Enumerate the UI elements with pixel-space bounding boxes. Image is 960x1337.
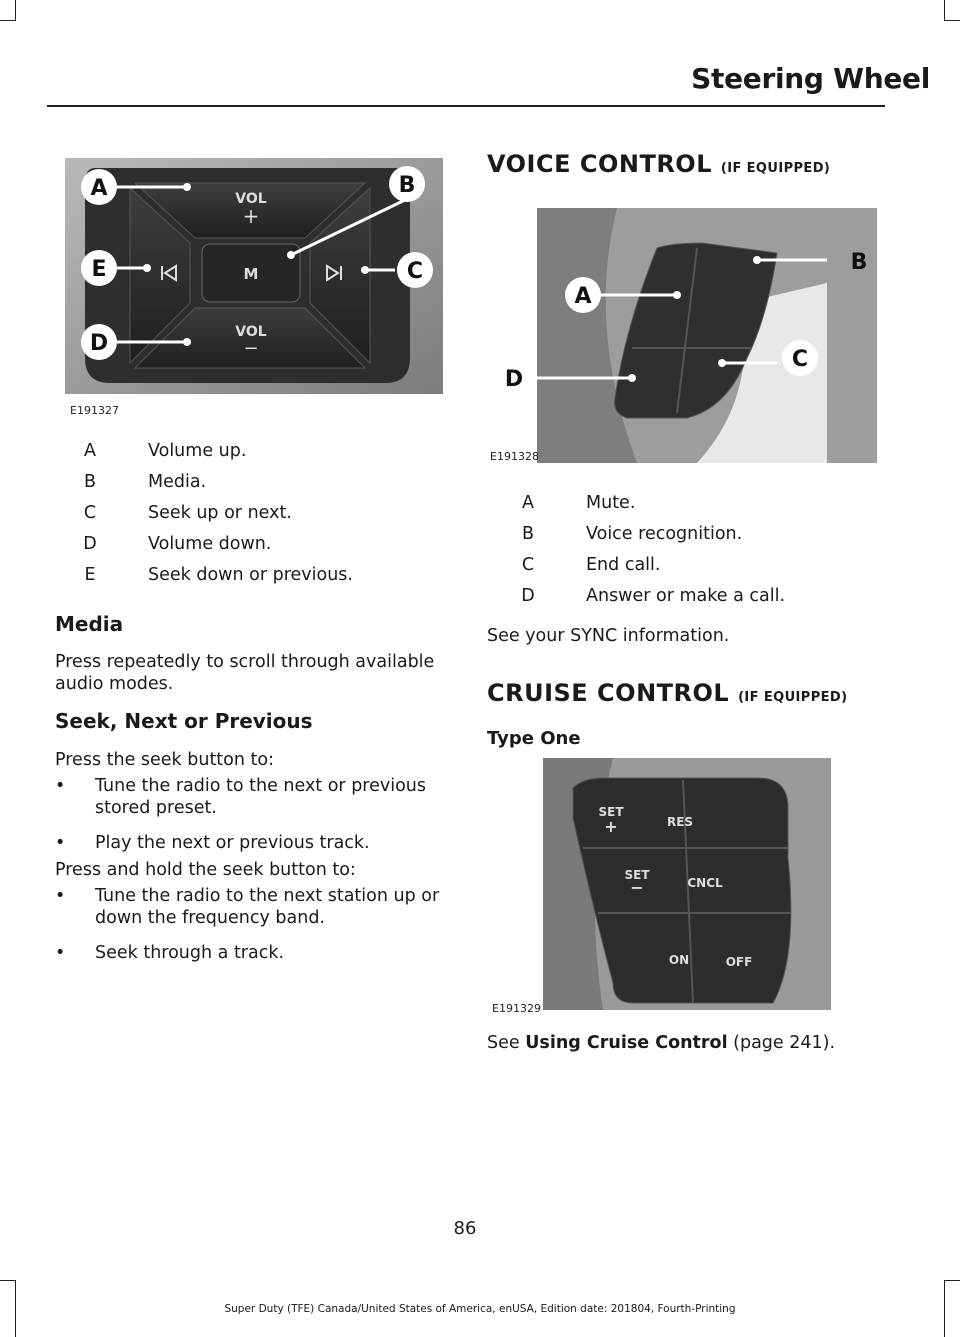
voice-legend <box>508 493 785 617</box>
callout-b: B <box>398 173 416 198</box>
on-label: ON <box>668 953 690 967</box>
legend-row <box>70 534 353 565</box>
res-label: RES <box>666 815 694 829</box>
legend-letter: E <box>84 565 96 585</box>
callout-d: D <box>89 331 109 356</box>
header-rule <box>47 105 885 107</box>
cruise-see-prefix: See <box>487 1033 526 1053</box>
bullet-text: Tune the radio to the next or previous stored preset. <box>95 776 427 818</box>
legend-row <box>70 503 353 534</box>
set-minus-label: SET <box>624 868 650 882</box>
seek-bullets <box>55 775 455 867</box>
legend-letter: B <box>83 472 96 492</box>
seek-hold-bullets <box>55 885 455 977</box>
set-minus-sign: − <box>630 878 644 897</box>
bullet-item: • Play the next or previous track. <box>55 832 455 854</box>
crop-mark-top-right-v <box>944 0 945 20</box>
seek-heading: Seek, Next or Previous <box>55 709 313 733</box>
m-button-label: M <box>243 265 259 283</box>
legend-desc: Volume up. <box>148 441 247 461</box>
legend-row <box>70 441 353 472</box>
legend-desc: Seek down or previous. <box>148 565 353 585</box>
set-plus-sign: + <box>604 817 618 836</box>
cruise-title-qualifier: (IF EQUIPPED) <box>738 690 848 705</box>
legend-desc: Media. <box>148 472 207 492</box>
voice-control-title <box>487 150 830 178</box>
bullet-item: • Tune the radio to the next or previous stored preset. <box>55 775 455 819</box>
callout-b: B <box>850 250 868 275</box>
vol-down-label: VOL <box>235 324 267 340</box>
off-label: OFF <box>725 955 753 969</box>
figure-media-controls <box>65 158 443 394</box>
callout-c: C <box>406 259 424 284</box>
media-heading: Media <box>55 612 124 636</box>
legend-row <box>508 586 785 617</box>
cruise-control-title <box>487 679 847 707</box>
page-footer: Super Duty (TFE) Canada/United States of America, enUSA, Edition date: 201804, Fourth-Printing <box>224 1303 736 1315</box>
legend-desc: Mute. <box>586 493 636 513</box>
figure-voice-controls <box>497 208 877 463</box>
vol-up-plus: + <box>242 204 260 228</box>
cruise-see-text <box>487 1032 907 1054</box>
crop-mark-top-left-v <box>15 0 16 20</box>
legend-letter: D <box>521 586 535 606</box>
cruise-controls-illustration <box>543 758 831 1010</box>
page-number: 86 <box>453 1218 477 1239</box>
set-plus-label: SET <box>598 805 624 819</box>
crop-mark-bottom-right-h <box>944 1280 960 1281</box>
voice-title-qualifier: (IF EQUIPPED) <box>720 161 831 176</box>
figure-code: E191327 <box>70 404 119 417</box>
legend-row <box>508 493 785 524</box>
cruise-see-suffix: (page 241). <box>727 1033 836 1053</box>
bullet-text: Play the next or previous track. <box>95 833 370 853</box>
callout-d: D <box>504 367 524 392</box>
legend-desc: Voice recognition. <box>586 524 743 544</box>
legend-desc: End call. <box>586 555 661 575</box>
cruise-title-text: CRUISE CONTROL <box>487 679 730 707</box>
legend-letter: A <box>522 493 534 513</box>
page-header-title: Steering Wheel <box>691 62 930 95</box>
crop-mark-top-left-h <box>0 20 16 21</box>
cruise-subheading: Type One <box>487 728 581 749</box>
legend-letter: A <box>84 441 96 461</box>
legend-letter: C <box>521 555 535 575</box>
cncl-label: CNCL <box>687 876 723 890</box>
voice-see-text: See your SYNC information. <box>487 626 730 646</box>
voice-controls-illustration <box>497 208 877 463</box>
seek-intro: Press the seek button to: <box>55 750 274 770</box>
media-legend <box>70 441 353 596</box>
crop-mark-bottom-left-h <box>0 1280 16 1281</box>
legend-row <box>508 524 785 555</box>
bullet-item: • Seek through a track. <box>55 942 455 964</box>
legend-letter: B <box>521 524 534 544</box>
legend-desc: Seek up or next. <box>148 503 292 523</box>
figure-code: E191328 <box>490 450 539 463</box>
vol-up-label: VOL <box>235 191 267 207</box>
seek-hold-intro: Press and hold the seek button to: <box>55 860 356 880</box>
media-controls-illustration <box>65 158 443 394</box>
bullet-text: Tune the radio to the next station up or down the frequency band. <box>95 886 440 928</box>
legend-row <box>70 472 353 503</box>
legend-desc: Volume down. <box>148 534 272 554</box>
callout-a: A <box>574 284 592 309</box>
callout-e: E <box>91 257 107 282</box>
legend-desc: Answer or make a call. <box>586 586 786 606</box>
bullet-item: • Tune the radio to the next station up or down the frequency band. <box>55 885 455 929</box>
crop-mark-top-right-h <box>944 20 960 21</box>
figure-cruise-controls <box>543 758 831 1010</box>
figure-code: E191329 <box>492 1002 541 1015</box>
cruise-see-link[interactable]: Using Cruise Control <box>525 1033 728 1053</box>
legend-row <box>70 565 353 596</box>
bullet-text: Seek through a track. <box>95 943 285 963</box>
media-text: Press repeatedly to scroll through available audio modes. <box>55 652 435 694</box>
legend-letter: C <box>83 503 97 523</box>
vol-down-minus: − <box>243 338 259 359</box>
legend-letter: D <box>83 534 97 554</box>
voice-title-text: VOICE CONTROL <box>487 150 712 178</box>
callout-c: C <box>791 347 809 372</box>
callout-a: A <box>90 176 108 201</box>
legend-row <box>508 555 785 586</box>
